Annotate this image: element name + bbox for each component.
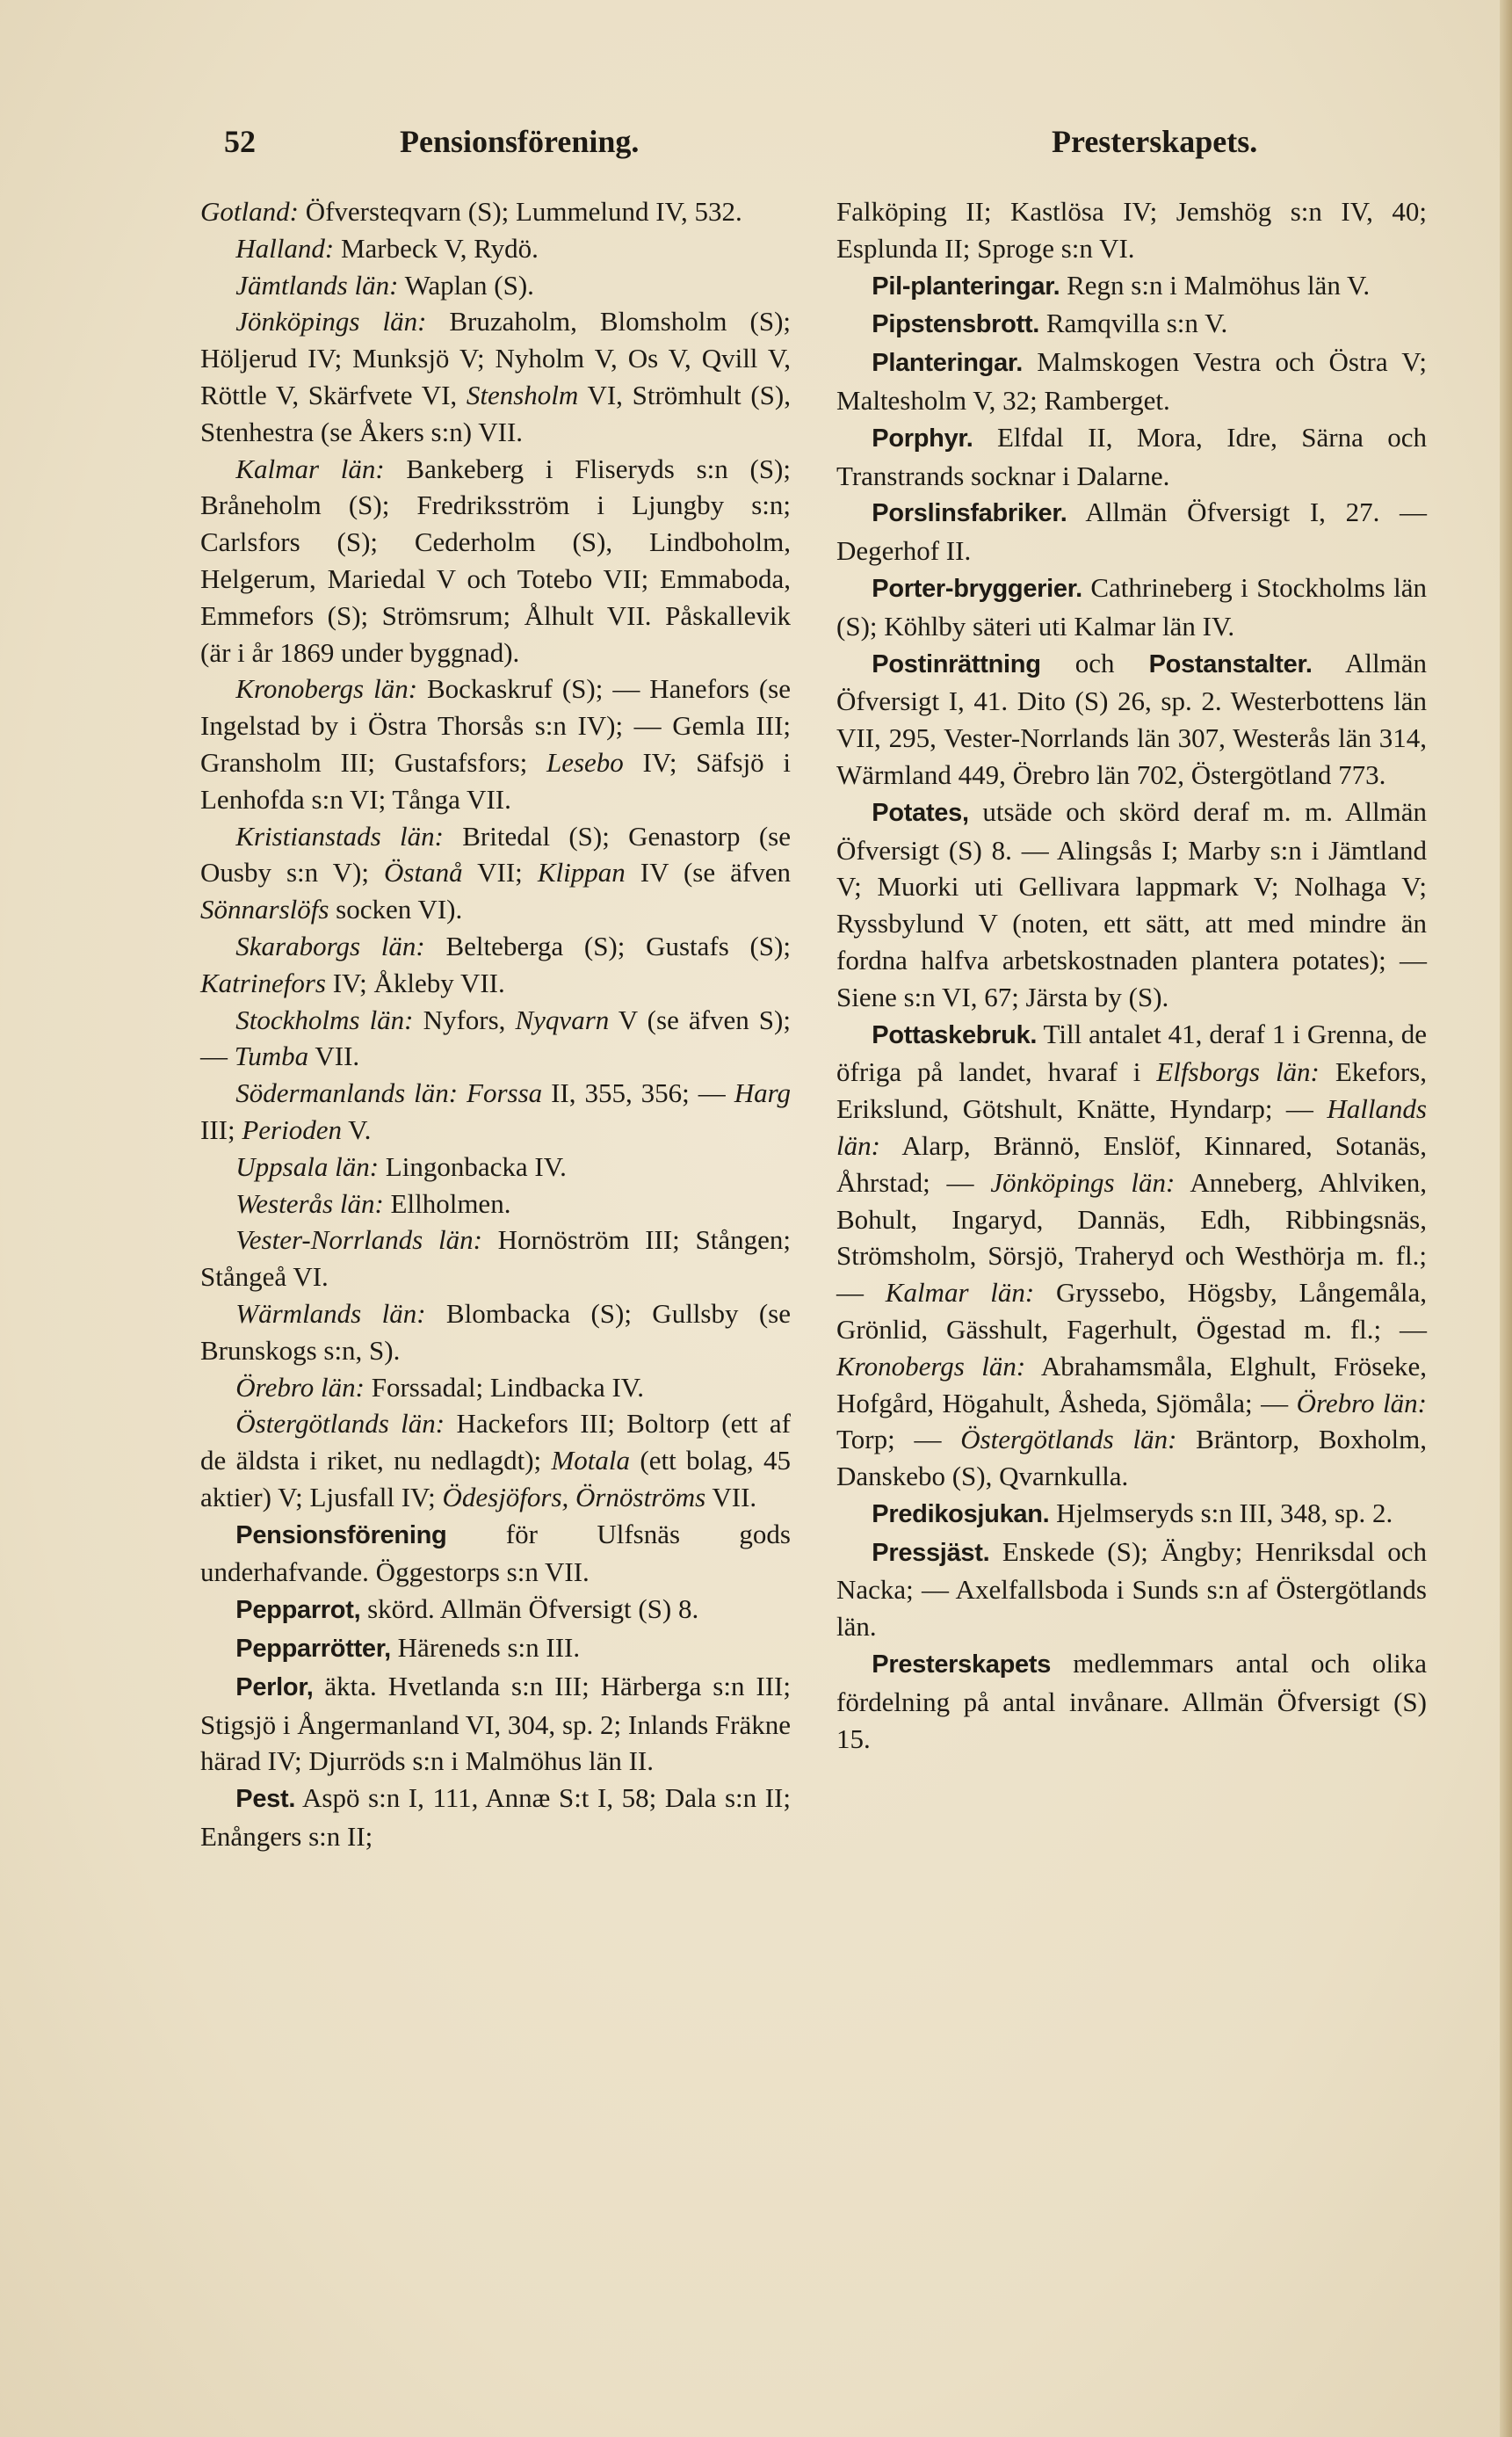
entry-text: Abrahamsmåla, Elghult, Fröseke, Hofgård, Högahult, Åsheda, Sjömåla; —	[836, 1350, 1427, 1418]
index-entry	[200, 1222, 791, 1295]
entry-text: V (se äfven S); —	[200, 1004, 791, 1072]
region-name: Ödesjöfors, Örnöströms	[442, 1481, 706, 1512]
entry-text: Bockaskruf (S); — Hanefors (se Ingelstad by i Östra Thorsås s:n IV); — Gemla III; Gransholm III; Gustafsfors;	[200, 673, 792, 778]
right-column	[836, 193, 1427, 1757]
entry-keyword: Postinrättning	[872, 649, 1041, 678]
entry-text: II, 355, 356; —	[542, 1077, 734, 1109]
entry-keyword: Porphyr.	[872, 424, 973, 453]
index-entry	[200, 230, 791, 267]
index-entry	[200, 1591, 791, 1629]
entry-text: VII.	[308, 1041, 360, 1072]
entry-text: IV; Åkleby VII.	[325, 967, 505, 998]
entry-text: Ellholmen.	[383, 1187, 511, 1219]
entry-text: Bankeberg i Fliseryds s:n (S); Bråneholm (S); Fredriksström i Ljungby s:n; Carlsfors (S); Cederholm (S), Lindboholm, Helgerum, Mariedal V och Totebo VII; Emmaboda, Emmefors (S); Strömsrum; Ålhult VII. Påskallevik (är i år 1869 under byggnad).	[200, 453, 791, 668]
region-name: Lesebo	[546, 746, 624, 778]
index-entry	[200, 671, 791, 817]
region-name: Motala	[551, 1445, 631, 1476]
entry-text: Bräntorp, Boxholm, Danskebo (S), Qvarnkulla.	[836, 1424, 1427, 1492]
index-entry	[200, 1516, 791, 1592]
index-entry	[836, 1534, 1427, 1645]
region-name: Örebro län:	[1296, 1387, 1427, 1418]
entry-text: Marbeck V, Rydö.	[334, 232, 539, 264]
entry-keyword: Porter-bryggerier.	[872, 574, 1082, 603]
index-entry	[200, 267, 791, 304]
entry-keyword: Predikosjukan.	[872, 1499, 1050, 1528]
entry-text: Hjelmseryds s:n III, 348, sp. 2.	[1049, 1497, 1393, 1528]
entry-text: Enskede (S); Ängby; Henriksdal och Nacka; — Axelfallsboda i Sunds s:n af Östergötlands län.	[836, 1535, 1427, 1643]
region-name: Vester-Norrlands län:	[235, 1224, 482, 1256]
index-entry	[200, 1186, 791, 1222]
entry-text: Forssadal; Lindbacka IV.	[364, 1371, 644, 1403]
entry-keyword: Pest.	[235, 1785, 296, 1814]
region-name: Perioden	[242, 1113, 342, 1145]
entry-text: Malmskogen Vestra och Östra V; Maltesholm V, 32; Ramberget.	[836, 346, 1427, 416]
entry-text: Falköping II; Kastlösa IV; Jemshög s:n IV, 40; Esplunda II; Sproge s:n VI.	[836, 196, 1427, 264]
index-entry	[200, 1629, 791, 1668]
index-entry	[836, 193, 1427, 267]
index-entry	[836, 794, 1427, 1016]
entry-text: Nyfors,	[413, 1004, 516, 1035]
entry-text: äkta. Hvetlanda s:n III; Härberga s:n III; Stigsjö i Ångermanland VI, 304, sp. 2; Inlands Fräkne härad IV; Djurröds s:n i Malmöhus län II.	[200, 1670, 791, 1777]
entry-text: och	[1040, 647, 1149, 678]
entry-text: V.	[341, 1113, 372, 1145]
region-name: Kronobergs län:	[235, 673, 418, 705]
region-name: Sönnarslöfs	[200, 894, 329, 925]
entry-keyword: Pil-planteringar.	[872, 272, 1060, 301]
region-name: Jämtlands län:	[235, 269, 399, 301]
entry-text: IV; Säfsjö i Lenhofda s:n VI; Tånga VII.	[200, 746, 791, 815]
index-entry	[836, 419, 1427, 495]
region-name: Gotland:	[200, 196, 299, 227]
entry-text: Blombacka (S); Gullsby (se Brunskogs s:n, S).	[200, 1297, 791, 1366]
entry-text: Elfdal II, Mora, Idre, Särna och Transtrands socknar i Dalarne.	[836, 421, 1427, 491]
entry-text: (ett bolag, 45 aktier) V; Ljusfall IV;	[200, 1445, 792, 1512]
entry-text: Till antalet 41, deraf 1 i Grenna, de öfriga på landet, hvaraf i	[836, 1018, 1427, 1088]
entry-text: VI, Strömhult (S), Stenhestra (se Åkers s:n) VII.	[200, 379, 791, 447]
index-entry	[200, 1405, 791, 1515]
entry-keyword: Pressjäst.	[872, 1538, 990, 1567]
page-number: 52	[224, 124, 256, 159]
entry-text: Öfversteqvarn (S); Lummelund IV, 532.	[298, 196, 742, 227]
index-entry	[200, 1780, 791, 1855]
region-name: Hallands län:	[836, 1093, 1427, 1161]
entry-text: Alarp, Brännö, Enslöf, Kinnared, Sotanäs, Åhrstad; —	[836, 1129, 1427, 1198]
index-entry	[200, 451, 791, 671]
region-name: Kalmar län:	[235, 453, 385, 484]
entry-keyword: Potates,	[872, 798, 969, 827]
entry-keyword: Presterskapets	[872, 1650, 1052, 1679]
entry-text: Ekefors, Erikslund, Götshult, Knätte, Hyndarp; —	[836, 1056, 1427, 1125]
entry-text: Hornöström III; Stången; Stångeå VI.	[200, 1224, 792, 1293]
index-entry	[836, 1016, 1427, 1495]
entry-text: utsäde och skörd deraf m. m. Allmän Öfversigt (S) 8. — Alingsås I; Marby s:n i Jämtland V; Muorki uti Gellivara lappmark V; Nolhaga V; Ryssbylund V (noten, ett sätt, att med mindre än fordna halfva arbetskostnaden plantera potates); — Siene s:n VI, 67; Järsta by (S).	[836, 795, 1427, 1012]
entry-text: Allmän Öfversigt I, 41. Dito (S) 26, sp. 2. Westerbottens län VII, 295, Vester-Norrlands län 307, Westerås län 314, Wärmland 449, Örebro län 702, Östergötland 773.	[836, 647, 1427, 790]
entry-keyword: Pepparrötter,	[235, 1635, 391, 1664]
entry-text: Aspö s:n I, 111, Annæ S:t I, 58; Dala s:n II; Enångers s:n II;	[200, 1782, 791, 1853]
index-entry	[836, 267, 1427, 306]
entry-keyword: Pipstensbrott.	[872, 310, 1040, 339]
region-name: Kristianstads län:	[235, 820, 444, 852]
entry-text: socken VI).	[329, 894, 463, 925]
region-name: Katrinefors	[200, 967, 326, 998]
region-name: Örebro län:	[235, 1371, 365, 1403]
entry-text: VII;	[462, 857, 538, 888]
index-entry	[200, 193, 791, 230]
entry-keyword: Planteringar.	[872, 349, 1024, 378]
entry-text: skörd. Allmän Öfversigt (S) 8.	[360, 1593, 699, 1625]
region-name: Tumba	[234, 1041, 309, 1072]
entry-text: Häreneds s:n III.	[390, 1632, 581, 1664]
entry-keyword: Postanstalter.	[1148, 649, 1313, 678]
region-name: Kalmar län:	[885, 1277, 1035, 1309]
entry-text: Regn s:n i Malmöhus län V.	[1060, 269, 1371, 301]
region-name: Westerås län:	[235, 1187, 384, 1219]
index-entry	[200, 303, 791, 450]
entry-text: Anneberg, Ahlviken, Bohult, Ingaryd, Dannäs, Edh, Ribbingsnäs, Strömsholm, Sörsjö, Traheryd och Westhörja m. fl.; —	[836, 1166, 1428, 1309]
index-entry	[836, 569, 1427, 645]
region-name: Klippan	[537, 857, 626, 888]
entry-text: för Ulfsnäs gods underhafvande. Öggestorps s:n VII.	[200, 1518, 791, 1588]
entry-text: Britedal (S); Genastorp (se Ousby s:n V);	[200, 820, 791, 888]
entry-text: Allmän Öfversigt I, 27. — Degerhof II.	[836, 497, 1427, 567]
index-entry	[836, 305, 1427, 344]
region-name: Stensholm	[466, 379, 579, 410]
region-name: Östergötlands län:	[960, 1424, 1177, 1455]
region-name: Uppsala län:	[235, 1150, 380, 1182]
index-entry	[200, 1668, 791, 1780]
region-name: Nyqvarn	[515, 1004, 610, 1035]
region-name: Kronobergs län:	[836, 1350, 1026, 1382]
index-entry	[836, 344, 1427, 419]
index-entry	[836, 494, 1427, 569]
region-name: Elfsborgs län:	[1156, 1056, 1320, 1088]
index-entry	[200, 1369, 791, 1406]
running-title-right: Presterskapets.	[1052, 124, 1258, 159]
entry-keyword: Pottaskebruk.	[872, 1020, 1038, 1049]
index-entry	[200, 928, 791, 1002]
region-name: Wärmlands län:	[235, 1297, 426, 1329]
entry-text: Bruzaholm, Blomsholm (S); Höljerud IV; Munksjö V; Nyholm V, Os V, Qvill V, Röttle V, Skärfvete VI,	[200, 306, 791, 410]
region-name: Östergötlands län:	[235, 1408, 445, 1440]
index-entry	[200, 818, 791, 928]
entry-keyword: Pepparrot,	[235, 1596, 361, 1625]
entry-keyword: Pensionsförening	[235, 1520, 447, 1549]
index-entry	[200, 1149, 791, 1186]
entry-text: IV (se äfven	[625, 857, 791, 888]
entry-text: Hackefors III; Boltorp (ett af de äldsta i riket, nu nedlagdt);	[200, 1408, 791, 1476]
left-column	[200, 193, 791, 1855]
entry-text: Cathrineberg i Stockholms län (S); Köhlby säteri uti Kalmar län IV.	[836, 571, 1427, 642]
entry-text: III;	[200, 1113, 242, 1145]
entry-text: medlemmars antal och olika fördelning på antal invånare. Allmän Öfversigt (S) 15.	[836, 1648, 1427, 1754]
index-entry	[836, 1645, 1427, 1757]
entry-text: Torp; —	[836, 1424, 961, 1455]
entry-text: Lingonbacka IV.	[379, 1150, 567, 1182]
region-name: Stockholms län:	[235, 1004, 414, 1035]
index-entry	[200, 1075, 791, 1149]
region-name: Jönköpings län:	[235, 306, 427, 337]
entry-text: VII.	[705, 1481, 757, 1512]
index-entry	[836, 1495, 1427, 1534]
entry-keyword: Perlor,	[235, 1672, 314, 1701]
entry-text: Gryssebo, Högsby, Långemåla, Grönlid, Gässhult, Fagerhult, Ögestad m. fl.; —	[836, 1277, 1427, 1345]
region-name: Jönköpings län:	[990, 1166, 1176, 1198]
region-name: Harg	[734, 1077, 791, 1109]
entry-keyword: Porslinsfabriker.	[872, 499, 1067, 528]
region-name: Södermanlands län: Forssa	[235, 1077, 543, 1109]
entry-text: Belteberga (S); Gustafs (S);	[424, 930, 791, 961]
running-header	[224, 123, 1258, 167]
region-name: Östanå	[384, 857, 463, 888]
page-edge	[1500, 0, 1512, 2437]
region-name: Halland:	[235, 232, 335, 264]
running-title-left: Pensionsförening.	[400, 124, 640, 159]
entry-text: Waplan (S).	[398, 269, 534, 301]
index-entry	[200, 1002, 791, 1076]
index-entry	[200, 1295, 791, 1369]
region-name: Skaraborgs län:	[235, 930, 425, 961]
entry-text: Ramqvilla s:n V.	[1039, 308, 1228, 339]
index-entry	[836, 645, 1427, 794]
